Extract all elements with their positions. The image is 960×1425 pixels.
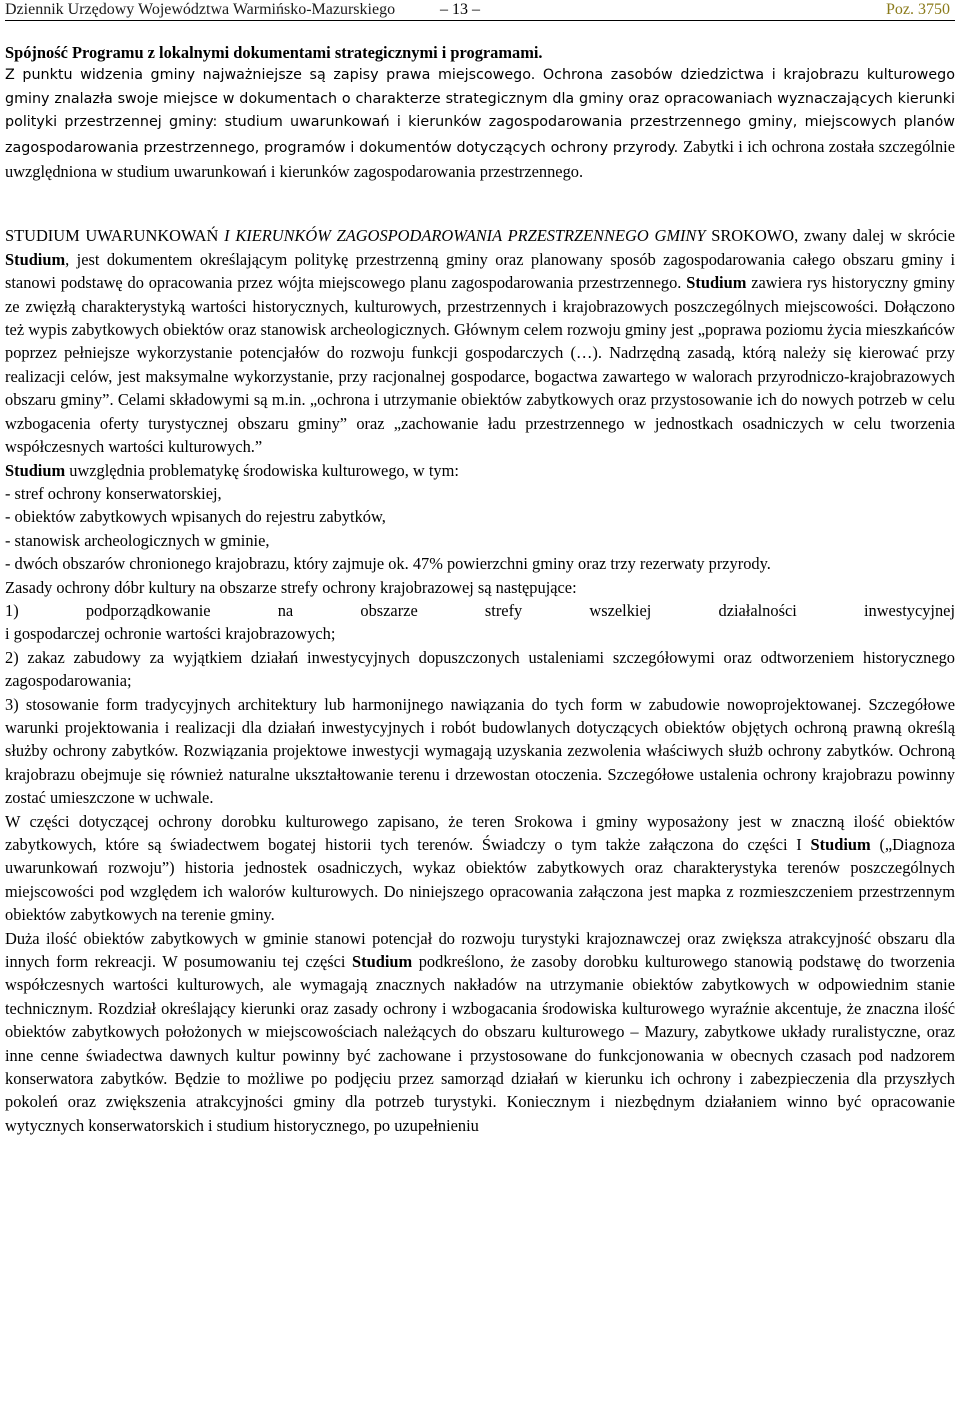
- intro-section: [5, 41, 955, 185]
- studium-paragraph-1: [5, 224, 955, 458]
- rule-1-line-b: i gospodarczej ochronie wartości krajobrazowych;: [5, 624, 336, 644]
- section-title: Spójność Programu z lokalnymi dokumentami strategicznymi i programami.: [5, 43, 543, 62]
- position-label: Poz.: [886, 1, 914, 18]
- studium-text: zwany dalej w skrócie: [803, 226, 955, 246]
- intro-text: Z punktu widzenia gminy najważniejsze są zapisy prawa miejscowego. Ochrona zasobów dziedzictwa i krajobrazu kulturowego gminy znalazła swoje miejsce w dokumentach o charakterze strategicznym dla gminy oraz opracowaniach wyznaczających kierunki polityki przestrzennej gminy: studium uwarunkowań i kierunków zagospodarowania przestrzennego gminy, miejscowych planów zagospodarowania przestrzennego, programów i dokumentów dotyczących ochrony przyrody.: [5, 67, 955, 156]
- list-item: - dwóch obszarów chronionego krajobrazu, który zajmuje ok. 47% powierzchni gminy oraz trzy rezerwaty przyrody.: [5, 554, 771, 574]
- studium-text: zawiera rys historyczny gminy ze zwięzłą charakterystyką wartości historycznych, kulturowych, przestrzennych i krajobrazowych poszczególnych miejscowości. Dołączono też wypis zabytkowych obiektów oraz stanowisk archeologicznych. Głównym celem rozwoju gminy jest „poprawa poziomu życia mieszkańców poprzez pełniejsze wykorzystanie potencjałów do rozwoju funkcji gospodarczych (…). Nadrzędną zasadą, którą należy się kierować przy realizacji celów, jest maksymalne wykorzystanie, przy racjonalnej gospodarce, bogactwa zawartego w walorach przyrodniczo-krajobrazowych obszaru gminy”. Celami składowymi są m.in. „ochrona i utrzymanie obiektów zabytkowych oraz przystosowanie ich do nowych potrzeb w celu wzbogacenia oferty turystycznej obszaru gminy” oraz „zachowanie ładu przestrzennego w jednostkach osadniczych w celu tworzenia współczesnych wartości kulturowych.”: [5, 273, 956, 457]
- studium-term: Studium: [5, 249, 66, 269]
- list-item: - obiektów zabytkowych wpisanych do rejestru zabytków,: [5, 507, 386, 527]
- journal-title: Dziennik Urzędowy Województwa Warmińsko-Mazurskiego: [5, 1, 396, 18]
- studium-paragraph-2: [5, 459, 955, 482]
- studium-heading-b: I KIERUNKÓW ZAGOSPODAROWANIA PRZESTRZENNEGO GMINY: [224, 226, 706, 246]
- page-number: – 13 –: [440, 1, 480, 18]
- studium-term: Studium: [810, 835, 871, 854]
- intro-paragraph: [5, 64, 955, 185]
- studium-term: Studium: [352, 952, 413, 972]
- studium-text: W części dotyczącej ochrony dorobku kulturowego zapisano, że teren Srokowa i gminy wyposażony jest w znaczną ilość obiektów zabytkowych, które są świadectwem bogatej historii tych terenów. Świadczy o tym także załączona do części I: [5, 811, 955, 854]
- studium-text: Duża ilość obiektów zabytkowych w gminie stanowi potencjał do rozwoju turystyki krajoznawczej oraz zwiększa atrakcyjność obszaru dla innych form rekreacji. W posumowaniu tej części: [5, 928, 955, 972]
- studium-term: Studium: [5, 460, 66, 480]
- position-number: [886, 0, 950, 20]
- rule-2: 2) zakaz zabudowy za wyjątkiem działań inwestycyjnych dopuszczonych ustaleniami szczegółowymi oraz odtworzeniem historycznego zagospodarowania;: [5, 647, 955, 691]
- list-item: - stanowisk archeologicznych w gminie,: [5, 530, 270, 550]
- studium-paragraph-3: [5, 810, 955, 927]
- studium-heading-c: SROKOWO,: [711, 226, 799, 246]
- intro-text-serif: Zabytki i ich ochrona została szczególnie uwzględniona w studium uwarunkowań i kierunków zagospodarowania przestrzennego.: [5, 136, 956, 182]
- rule-3: 3) stosowanie form tradycyjnych architektury lub harmonijnego nawiązania do tych form w zabudowie nowoprojektowanej. Szczegółowe warunki projektowania i realizacji dla działań inwestycyjnych i robót budowlanych dotyczących obiektów objętych ochroną prawną określą służby ochrony zabytków. Rozwiązania projektowe inwestycji wymagają uzyskania zezwolenia właściwych służb ochrony zabytków. Ochroną krajobrazu obejmuje się również naturalne ukształtowanie terenu i drzewostan otoczenia. Szczegółowe ustalenia ochrony krajobrazu powinny zostać umieszczone w uchwale.: [5, 694, 955, 808]
- rule-1-line-a: 1) podporządkowanie na obszarze strefy wszelkiej działalności inwestycyjnej: [5, 600, 955, 620]
- studium-text: podkreślono, że zasoby dorobku kulturowego stanowią podstawę do tworzenia współczesnych wartości kulturowych, ale wymagają znacznych nakładów na utrzymanie obiektów zabytkowych w odpowiednim stanie technicznym. Rozdział określający kierunki oraz zasady ochrony i wzbogacania środowiska kulturowego wyraźnie akcentuje, że znaczna ilość obiektów zabytkowych położonych w miejscowościach należących do obszaru kulturowego – Mazury, zabytkowe układy ruralistyczne, oraz inne cenne świadectwa dawnych kultur powinny być zachowane i przystosowane do funkcjonowania w obecnych czasach pod nadzorem konserwatora zabytków. Będzie to możliwe po podjęciu przez samorząd działań w kierunku ich ochrony i zabezpieczenia dla przyszłych pokoleń oraz zwiększenia atrakcyjności gminy dla potrzeb turystyki. Koniecznym i niezbędnym działaniem winno być opracowanie wytycznych konserwatorskich i studium historycznego, po uzupełnieniu: [5, 952, 956, 1135]
- position-value: 3750: [918, 1, 950, 18]
- studium-text: , jest dokumentem określającym politykę przestrzenną gminy oraz planowany sposób zagospodarowania całego obszaru gminy i stanowi podstawę do opracowania przez wójta miejscowego planu zagospodarowania przestrzennego.: [5, 249, 955, 293]
- studium-section: [5, 224, 955, 1137]
- studium-paragraph-4: [5, 927, 955, 1138]
- studium-heading-a: STUDIUM UWARUNKOWAŃ: [5, 226, 219, 246]
- studium-term: Studium: [686, 273, 747, 293]
- studium-text: („Diagnoza uwarunkowań rozwoju”) historia jednostek osadniczych, wykaz obiektów zabytkowych oraz charakterystyka terenów poszczególnych miejscowości pod względem ich walorów kulturowych. Do niniejszego opracowania załączona jest mapka z rozmieszczeniem przestrzennym obiektów zabytkowych na terenie gminy.: [5, 835, 955, 925]
- list-item: - stref ochrony konserwatorskiej,: [5, 483, 222, 503]
- rules-intro: Zasady ochrony dóbr kultury na obszarze strefy ochrony krajobrazowej są następujące:: [5, 577, 577, 597]
- studium-text: uwzględnia problematykę środowiska kulturowego, w tym:: [69, 460, 459, 480]
- page-header: [5, 0, 955, 21]
